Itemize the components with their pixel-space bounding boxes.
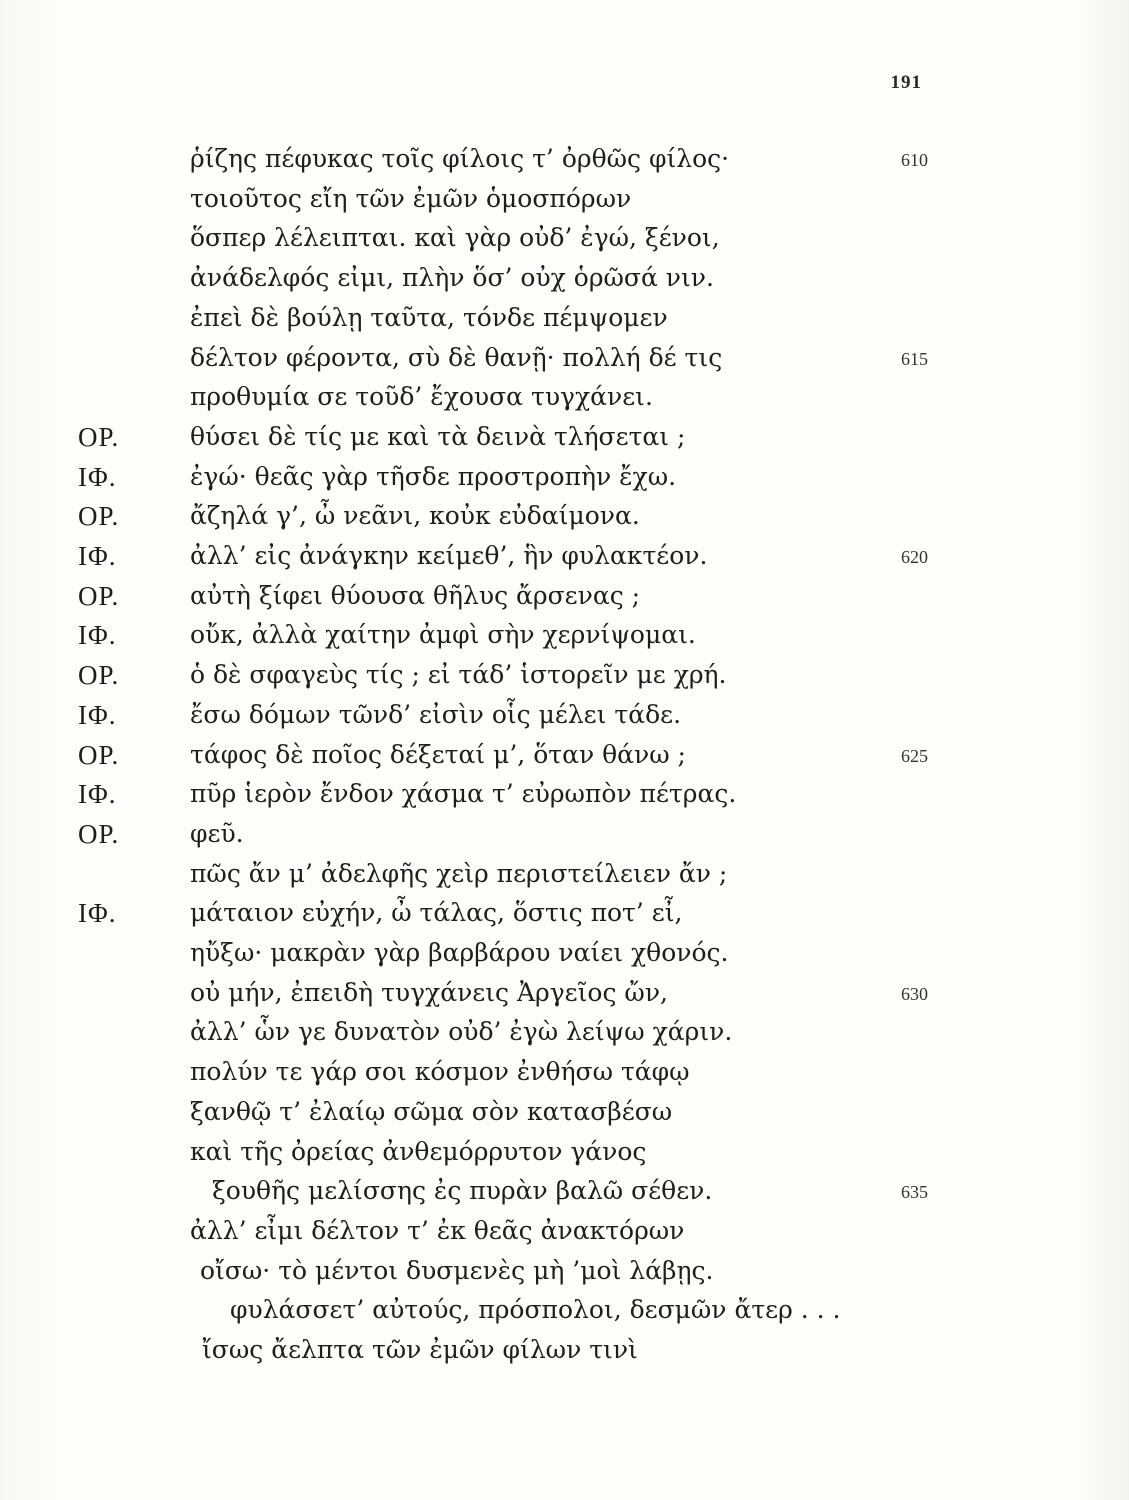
verse-line <box>0 499 1129 533</box>
verse-line <box>0 420 1129 454</box>
verse-line <box>0 1333 1129 1367</box>
speaker-label: ΟΡ. <box>78 660 120 691</box>
verse-text: φεῦ. <box>190 818 244 848</box>
verse-text: ῥίζης πέφυκας τοῖς φίλοις τ’ ὀρθῶς φίλος· <box>190 144 730 173</box>
verse-text: ὅσπερ λέλειπται. καὶ γὰρ οὐδ’ ἐγώ, ξένοι, <box>190 223 720 253</box>
verse-text: ἀλλ’ εἶμι δέλτον τ’ ἐκ θεᾶς ἀνακτόρων <box>190 1215 685 1245</box>
verse-line <box>0 142 1129 176</box>
verse-line <box>0 1174 1129 1208</box>
line-number: 635 <box>901 1182 928 1203</box>
verse-text: ὁ δὲ σφαγεὺς τίς ; εἰ τάδ’ ἱστορεῖν με χρή. <box>190 660 727 690</box>
verse-text: ἐπεὶ δὲ βούλῃ ταῦτα, τόνδε πέμψομεν <box>190 302 668 332</box>
verse-line <box>0 341 1129 375</box>
speaker-label: ΙΦ. <box>78 898 117 929</box>
verse-text: οὔκ, ἀλλὰ χαίτην ἀμφὶ σὴν χερνίψομαι. <box>190 620 696 650</box>
verse-text: πολύν τε γάρ σοι κόσμον ἐνθήσω τάφῳ <box>190 1057 690 1087</box>
verse-text: πῦρ ἱερὸν ἔνδον χάσμα τ’ εὐρωπὸν πέτρας. <box>190 779 737 809</box>
verse-text: ἀλλ’ εἰς ἀνάγκην κείμεθ’, ἣν φυλακτέον. <box>190 541 708 570</box>
verse-text: τάφος δὲ ποῖος δέξεταί μ’, ὅταν θάνω ; <box>190 739 686 769</box>
verse-line <box>0 1254 1129 1288</box>
verse-line <box>0 579 1129 613</box>
verse-line <box>0 1214 1129 1248</box>
speaker-label: ΟΡ. <box>78 501 120 532</box>
verse-line <box>0 460 1129 494</box>
verse-text: τοιοῦτος εἴη τῶν ἐμῶν ὁμοσπόρων <box>190 183 632 213</box>
verse-text: θύσει δὲ τίς με καὶ τὰ δεινὰ τλήσεται ; <box>190 421 686 451</box>
verse-text: ηὔξω· μακρὰν γὰρ βαρβάρου ναίει χθονός. <box>190 938 729 967</box>
line-number: 625 <box>901 745 928 766</box>
verse-text: καὶ τῆς ὀρείας ἀνθεμόρρυτον γάνος <box>190 1136 647 1166</box>
verse-text: πῶς ἄν μ’ ἀδελφῆς χεὶρ περιστείλειεν ἄν ; <box>190 858 728 888</box>
speaker-label: ΙΦ. <box>78 699 117 730</box>
verse-text: ξανθῷ τ’ ἐλαίῳ σῶμα σὸν κατασβέσω <box>190 1096 673 1126</box>
speaker-label: ΟΡ. <box>78 421 120 452</box>
speaker-label: ΟΡ. <box>78 818 120 849</box>
verse-line <box>0 698 1129 732</box>
verse-line <box>0 618 1129 652</box>
speaker-label: ΙΦ. <box>78 620 117 651</box>
verse-line <box>0 182 1129 216</box>
speaker-label: ΙΦ. <box>78 779 117 810</box>
verse-line <box>0 658 1129 692</box>
verse-text: δέλτον φέροντα, σὺ δὲ θανῇ· πολλή δέ τις <box>190 342 723 372</box>
speaker-label: ΟΡ. <box>78 739 120 770</box>
line-number: 615 <box>901 348 928 369</box>
speaker-label: ΙΦ. <box>78 461 117 492</box>
line-number: 620 <box>901 547 928 567</box>
verse-text: προθυμία σε τοῦδ’ ἔχουσα τυγχάνει. <box>190 382 653 412</box>
verse-line <box>0 896 1129 930</box>
verse-text: ξουθῆς μελίσσης ἐς πυρὰν βαλῶ σέθεν. <box>212 1176 713 1206</box>
verse-line <box>0 301 1129 335</box>
verse-text: ἴσως ἄελπτα τῶν ἐμῶν φίλων τινὶ <box>202 1335 638 1364</box>
verse-line <box>0 261 1129 295</box>
verse-line <box>0 777 1129 811</box>
verse-line <box>0 221 1129 255</box>
verse-text: οἴσω· τὸ μέντοι δυσμενὲς μὴ ’μοὶ λάβῃς. <box>200 1255 714 1285</box>
verse-line <box>0 1095 1129 1129</box>
verse-text: ἄζηλά γ’, ὦ νεᾶνι, κοὐκ εὐδαίμονα. <box>190 501 640 531</box>
verse-line <box>0 817 1129 851</box>
verse-line <box>0 976 1129 1010</box>
verse-text: μάταιον εὐχήν, ὦ τάλας, ὅστις ποτ’ εἶ, <box>190 898 683 928</box>
line-number: 630 <box>901 983 928 1004</box>
page-number: 191 <box>890 72 922 93</box>
verse-line <box>0 1293 1129 1327</box>
verse-text: ἀλλ’ ὧν γε δυνατὸν οὐδ’ ἐγὼ λείψω χάριν. <box>190 1017 733 1047</box>
verse-line <box>0 1135 1129 1169</box>
verse-text: ἀνάδελφός εἰμι, πλὴν ὅσ’ οὐχ ὁρῶσά νιν. <box>190 263 714 293</box>
verse-text: αὐτὴ ξίφει θύουσα θῆλυς ἄρσενας ; <box>190 580 641 610</box>
verse-line <box>0 936 1129 970</box>
verse-text: οὐ μήν, ἐπειδὴ τυγχάνεις Ἀργεῖος ὤν, <box>190 977 668 1007</box>
speaker-label: ΙΦ. <box>78 541 117 571</box>
verse-line <box>0 539 1129 573</box>
verse-line <box>0 738 1129 772</box>
line-number: 610 <box>901 150 928 170</box>
speaker-label: ΟΡ. <box>78 580 120 611</box>
verse-line <box>0 857 1129 891</box>
verse-text: ἔσω δόμων τῶνδ’ εἰσὶν οἷς μέλει τάδε. <box>190 699 682 729</box>
verse-line <box>0 380 1129 414</box>
verse-line <box>0 1055 1129 1089</box>
verse-text: ἐγώ· θεᾶς γὰρ τῆσδε προστροπὴν ἔχω. <box>190 461 677 491</box>
verse-line <box>0 1015 1129 1049</box>
verse-text: φυλάσσετ’ αὐτούς, πρόσπολοι, δεσμῶν ἄτερ . . . <box>230 1295 841 1325</box>
